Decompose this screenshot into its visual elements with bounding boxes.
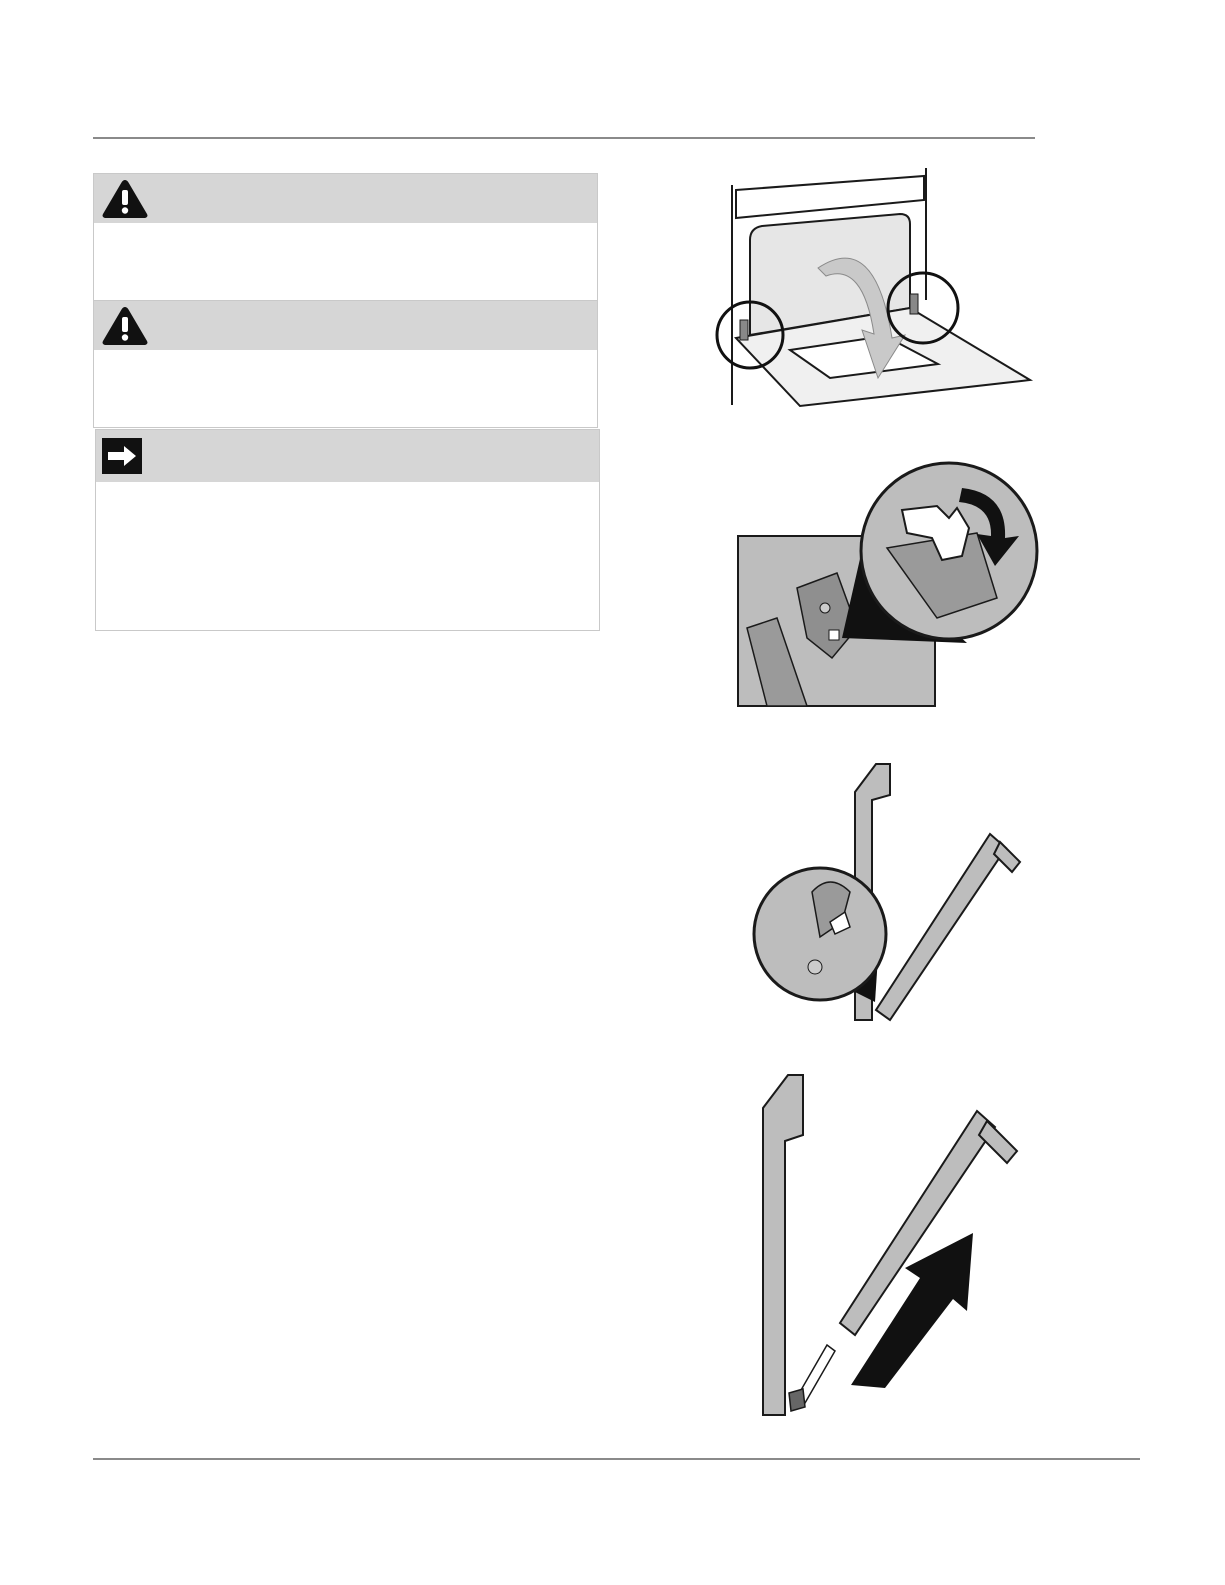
top-rule <box>93 137 1035 139</box>
left-hinge-slot <box>740 320 748 340</box>
warning-notice-2 <box>93 300 598 428</box>
right-hinge-slot <box>910 294 918 314</box>
warning-bar <box>94 174 597 223</box>
hinge-pivot <box>808 960 822 974</box>
hinge-lock-lever-figure <box>737 438 1037 713</box>
warning-notice-1 <box>93 173 598 301</box>
door-panel-side <box>876 834 1006 1020</box>
hinge-mount <box>789 1389 805 1411</box>
note-bar <box>96 430 599 482</box>
oven-door-open-hinge-figure <box>700 160 1040 415</box>
hinge-screw <box>820 603 830 613</box>
bottom-rule <box>93 1458 1140 1460</box>
warning-bar <box>94 301 597 350</box>
hinge-lever-small <box>829 630 839 640</box>
door-handle <box>994 842 1020 872</box>
note-notice <box>95 429 600 631</box>
door-partially-closed-figure <box>750 762 1040 1032</box>
door-handle <box>979 1121 1017 1163</box>
door-lift-off-figure <box>755 1073 1035 1423</box>
warning-triangle-icon <box>100 177 150 221</box>
oven-side-frame <box>763 1075 803 1415</box>
warning-triangle-icon <box>100 304 150 348</box>
arrow-right-icon <box>102 438 142 474</box>
